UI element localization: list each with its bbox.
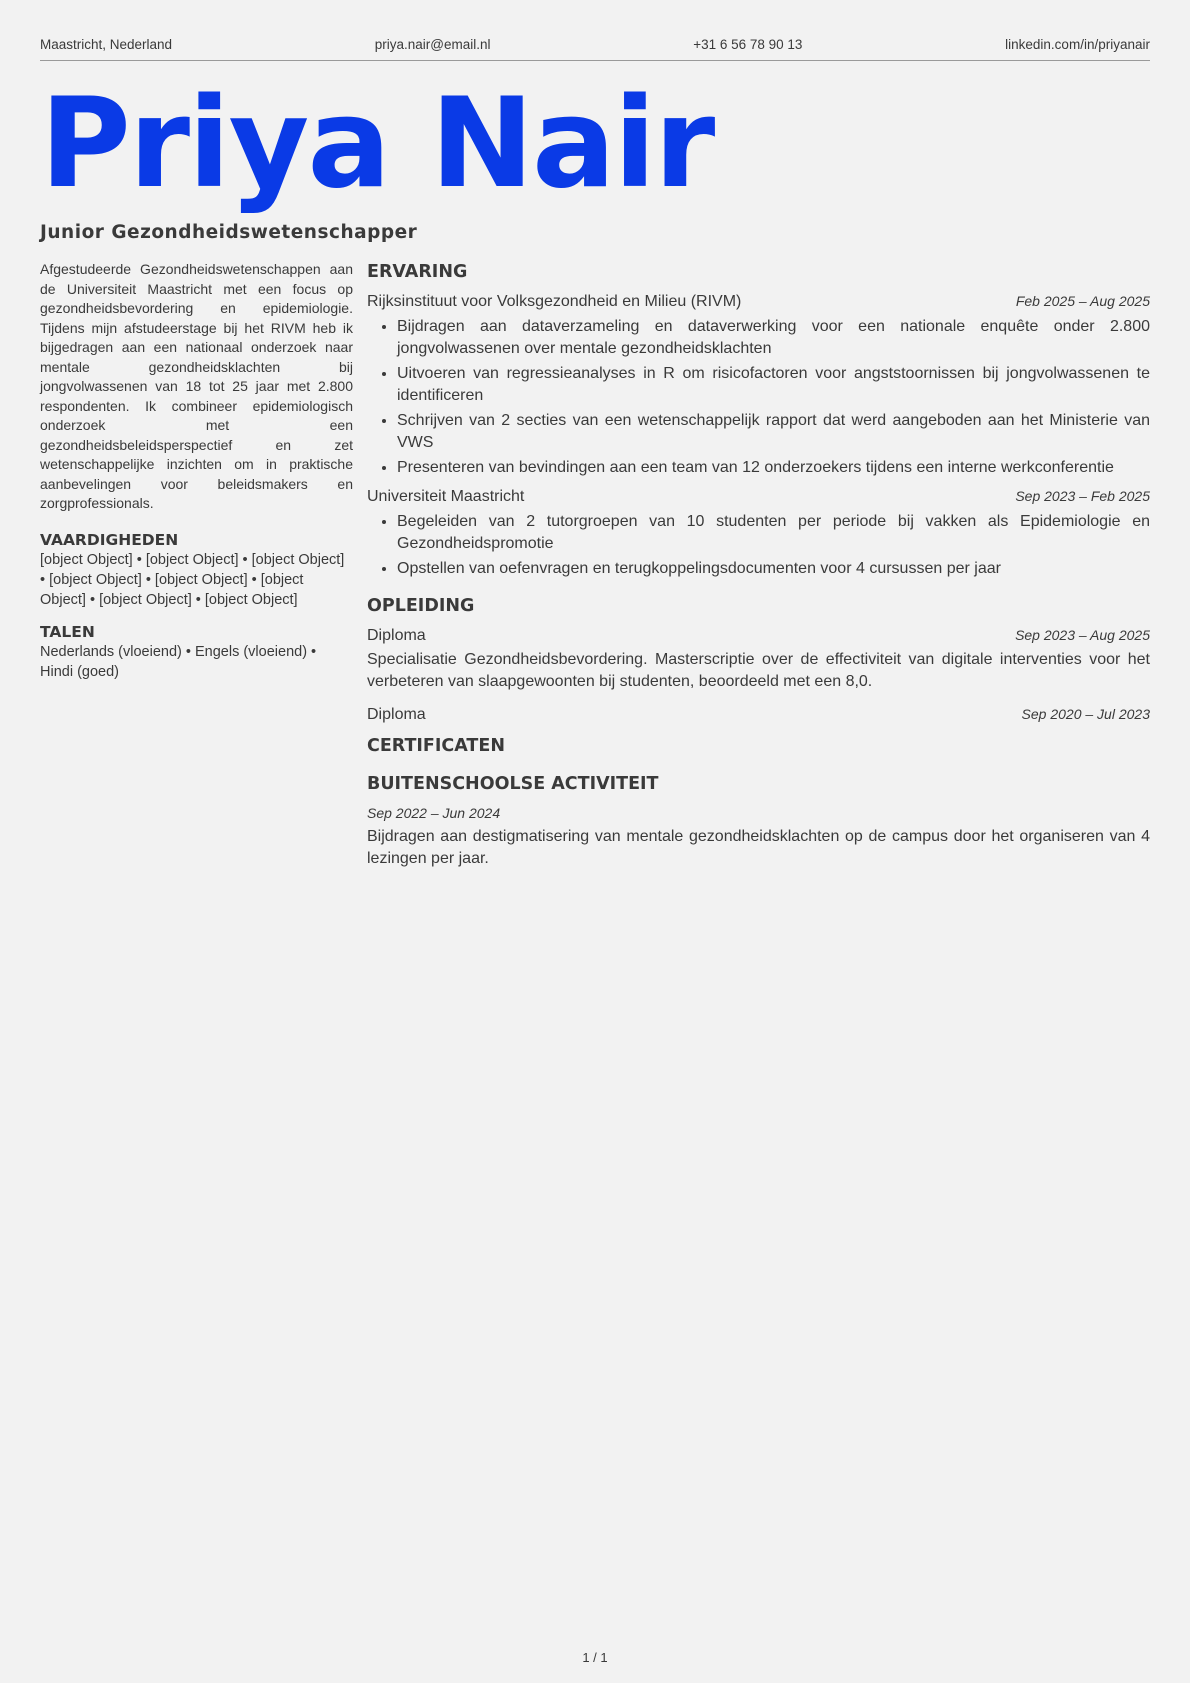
page-number: 1 / 1 xyxy=(582,1650,608,1665)
job-title: Junior Gezondheidswetenschapper xyxy=(40,222,418,243)
experience-heading: ERVARING xyxy=(367,262,468,282)
contact-linkedin[interactable]: linkedin.com/in/priyanair xyxy=(1005,36,1150,52)
languages-list: Nederlands (vloeiend) • Engels (vloeiend) • Hindi (goed) xyxy=(40,643,317,680)
experience-org: Universiteit Maastricht xyxy=(367,488,525,505)
experience-entry xyxy=(367,290,1150,479)
experience-bullet: • Opstellen van oefenvragen en terugkoppelingsdocumenten voor 4 cursussen per jaar xyxy=(397,558,1150,580)
education-date: Sep 2020 – Jul 2023 xyxy=(1021,706,1150,722)
experience-section xyxy=(367,260,1150,580)
experience-org: Rijksinstituut voor Volksgezondheid en Milieu (RIVM) xyxy=(367,293,742,310)
education-heading: OPLEIDING xyxy=(367,596,475,616)
experience-date: Sep 2023 – Feb 2025 xyxy=(1015,488,1150,504)
profile-summary: Afgestudeerde Gezondheidswetenschappen aan de Universiteit Maastricht met een focus op gezondheidsbevordering en epidemiologie. Tijdens mijn afstudeerstage bij het RIVM heb ik bijgedragen aan een nationaal onderzoek naar mentale gezondheidsklachten bij jongvolwassenen van 18 tot 25 jaar met 2.800 respondenten. Ik combineer epidemiologisch onderzoek met een gezondheidsbeleidsperspectief en zet wetenschappelijke inzichten om in praktische aanbevelingen voor beleidsmakers en zorgprofessionals. xyxy=(40,261,353,511)
education-entry xyxy=(367,624,1150,693)
contact-bar xyxy=(40,32,1150,61)
certificates-section xyxy=(367,734,1150,758)
experience-bullet: • Schrijven van 2 secties van een wetenschappelijk rapport dat werd aangeboden aan het Ministerie van VWS xyxy=(397,410,1150,454)
extracurricular-description: Bijdragen aan destigmatisering van mentale gezondheidsklachten op de campus door het organiseren van 4 lezingen per jaar. xyxy=(367,828,1150,867)
experience-date: Feb 2025 – Aug 2025 xyxy=(1015,293,1150,309)
education-date: Sep 2023 – Aug 2025 xyxy=(1015,627,1150,643)
education-section xyxy=(367,594,1150,726)
education-degree: Diploma xyxy=(367,706,426,723)
experience-bullet: • Bijdragen aan dataverzameling en dataverwerking voor een nationale enquête onder 2.800 jongvolwassenen over mentale gezondheidsklachten xyxy=(397,316,1150,360)
contact-phone[interactable]: +31 6 56 78 90 13 xyxy=(693,36,803,52)
languages-heading: TALEN xyxy=(40,622,95,641)
contact-email[interactable]: priya.nair@email.nl xyxy=(374,36,491,52)
contact-location: Maastricht, Nederland xyxy=(40,36,173,52)
extracurricular-section xyxy=(367,772,1150,870)
education-degree: Diploma xyxy=(367,627,426,644)
education-description: Specialisatie Gezondheidsbevordering. Masterscriptie over de effectiviteit van digitale interventies voor het verbeteren van slaapgewoonten bij studenten, beoordeeld met een 8,0. xyxy=(367,651,1150,690)
main-content xyxy=(367,260,1150,884)
certificates-heading: CERTIFICATEN xyxy=(367,736,505,756)
extracurricular-date: Sep 2022 – Jun 2024 xyxy=(367,805,501,821)
extracurricular-heading: BUITENSCHOOLSE ACTIVITEIT xyxy=(367,774,659,794)
experience-bullet: • Uitvoeren van regressieanalyses in R om risicofactoren voor angststoornissen bij jongvolwassenen te identificeren xyxy=(397,363,1150,407)
sidebar xyxy=(40,260,353,694)
experience-bullet: • Presenteren van bevindingen aan een team van 12 onderzoekers tijdens een interne werkconferentie xyxy=(397,457,1150,479)
skills-heading: VAARDIGHEDEN xyxy=(40,530,179,549)
experience-entry xyxy=(367,485,1150,580)
education-entry xyxy=(367,703,1150,726)
skills-list: [object Object] • [object Object] • [object Object] • [object Object] • [object Object] • [object Object] • [object Object] • [object Object] xyxy=(40,551,345,608)
candidate-name: Priya Nair xyxy=(40,72,714,216)
experience-bullet: • Begeleiden van 2 tutorgroepen van 10 studenten per periode bij vakken als Epidemiologie en Gezondheidspromotie xyxy=(397,511,1150,555)
